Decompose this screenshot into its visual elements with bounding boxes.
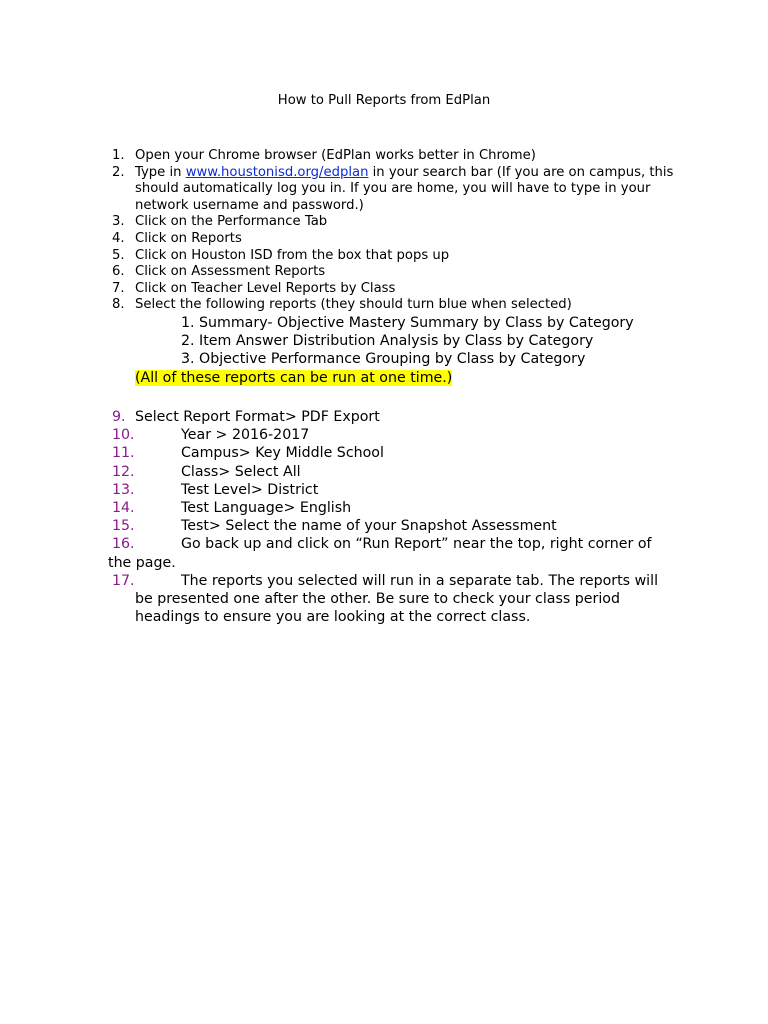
list-item bbox=[0, 148, 768, 165]
list-number: 10. bbox=[112, 427, 135, 444]
list-item bbox=[0, 463, 768, 481]
list-item bbox=[0, 481, 768, 499]
list-number: 12. bbox=[112, 463, 135, 480]
list-number: 11. bbox=[112, 445, 135, 462]
report-option: 2. Item Answer Distribution Analysis by Class by Category bbox=[181, 333, 594, 350]
list-number: 15. bbox=[112, 518, 135, 535]
highlighted-note bbox=[0, 369, 768, 387]
list-text: Test Language> English bbox=[181, 500, 352, 517]
list-body bbox=[108, 535, 678, 571]
list-text: Test> Select the name of your Snapshot Assessment bbox=[181, 518, 557, 535]
list-text: The reports you selected will run in a separate tab. The reports will be presented one after the other. Be sure to check your class period headings to ensure you are looking at the correct class. bbox=[135, 572, 659, 626]
list-text: Open your Chrome browser (EdPlan works better in Chrome) bbox=[135, 148, 536, 163]
list-item bbox=[0, 214, 768, 231]
list-text: Click on Assessment Reports bbox=[135, 264, 326, 280]
list-item bbox=[0, 572, 768, 627]
document-title: How to Pull Reports from EdPlan bbox=[277, 93, 491, 108]
list-number: 14. bbox=[112, 500, 135, 517]
list-text: Select Report Format> PDF Export bbox=[135, 409, 380, 425]
list-number: 17. bbox=[112, 572, 135, 589]
list-text: Year > 2016-2017 bbox=[181, 427, 310, 444]
list-number: 7. bbox=[112, 280, 125, 296]
list-number: 8. bbox=[112, 297, 125, 313]
list-number: 16. bbox=[112, 536, 135, 553]
list-item bbox=[0, 281, 768, 298]
list-number: 4. bbox=[112, 230, 125, 246]
list-item bbox=[0, 231, 768, 248]
list-text: Click on Teacher Level Reports by Class bbox=[135, 280, 396, 296]
list-item bbox=[0, 426, 768, 444]
report-option: 3. Objective Performance Grouping by Class by Category bbox=[181, 351, 586, 368]
list-text: Click on the Performance Tab bbox=[135, 214, 328, 230]
list-item bbox=[0, 248, 768, 265]
list-item bbox=[0, 408, 768, 426]
edplan-link[interactable]: www.houstonisd.org/edplan bbox=[185, 164, 369, 180]
steps-list-continued bbox=[0, 408, 768, 626]
list-number: 13. bbox=[112, 481, 135, 498]
list-number: 1. bbox=[112, 148, 125, 163]
list-item bbox=[0, 165, 768, 215]
list-number: 2. bbox=[112, 164, 125, 180]
steps-list bbox=[0, 148, 768, 387]
note-text: (All of these reports can be run at one time.) bbox=[135, 369, 453, 386]
list-text-post: in your search bar (If you are on campus, this should automatically log you in. If you are home, you will have to type in your network username and password.) bbox=[135, 164, 674, 213]
list-item bbox=[0, 517, 768, 535]
list-item bbox=[0, 444, 768, 462]
list-number: 9. bbox=[112, 409, 126, 425]
list-item bbox=[0, 297, 768, 314]
list-item bbox=[0, 535, 768, 571]
list-text: Click on Houston ISD from the box that pops up bbox=[135, 247, 450, 263]
list-item bbox=[0, 499, 768, 517]
list-number: 5. bbox=[112, 247, 125, 263]
list-text-pre: Type in bbox=[135, 164, 186, 180]
list-number: 3. bbox=[112, 214, 125, 230]
list-text: Campus> Key Middle School bbox=[181, 445, 384, 462]
list-text: Click on Reports bbox=[135, 230, 242, 246]
list-text: Test Level> District bbox=[181, 481, 319, 498]
report-option: 1. Summary- Objective Mastery Summary by Class by Category bbox=[181, 314, 634, 331]
list-text: Go back up and click on “Run Report” near the top, right corner of the page. bbox=[108, 536, 652, 571]
list-text: Class> Select All bbox=[181, 463, 301, 480]
list-text: Select the following reports (they should turn blue when selected) bbox=[135, 297, 572, 313]
list-item bbox=[0, 264, 768, 281]
list-number: 6. bbox=[112, 264, 125, 280]
